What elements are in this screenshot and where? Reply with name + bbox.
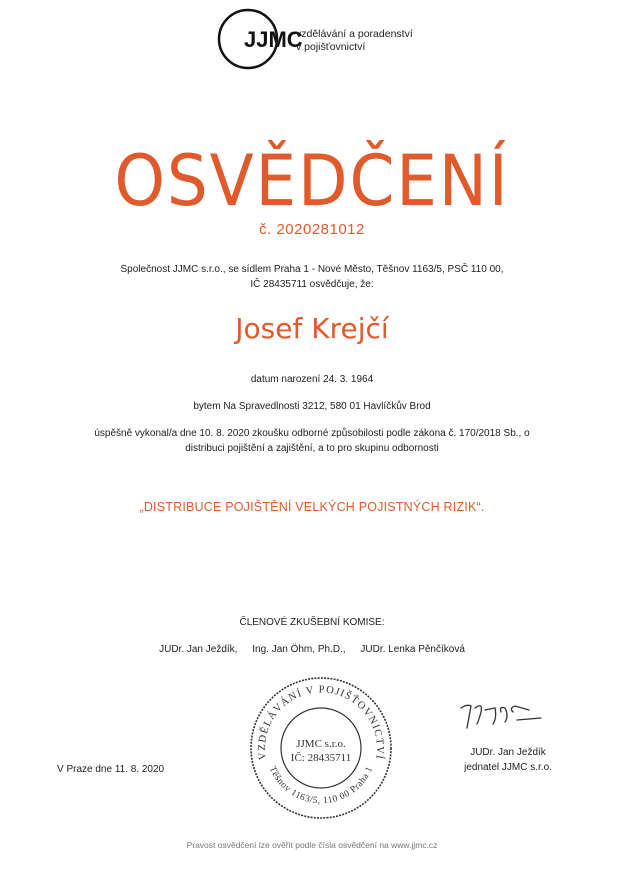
company-statement [0, 262, 624, 292]
verification-footer: Pravost osvědčení lze ověřit podle čísla osvědčení na www.jjmc.cz [186, 840, 438, 850]
official-stamp [248, 675, 394, 821]
stamp-ico: IČ: 28435711 [290, 752, 352, 764]
certificate-number: č. 2020281012 [259, 221, 365, 238]
exam-result-line2: distribuci pojištění a zajištění, a to pro skupinu odbornosti [185, 443, 439, 454]
logo-tagline-line1: vzdělávání a poradenství [296, 28, 413, 40]
commission-member: JUDr. Jan Ježdík, [159, 644, 238, 655]
stamp-company: JJMC s.r.o. [296, 738, 346, 750]
exam-result-line1: úspěšně vykonal/a dne 10. 8. 2020 zkoušku odborné způsobilosti podle zákona č. 170/2018 Sb., o [94, 428, 530, 439]
company-statement-line2: IČ 28435711 osvědčuje, že: [250, 279, 374, 290]
logo-tagline [296, 28, 413, 54]
handwritten-signature [455, 698, 545, 734]
commission-title: ČLENOVÉ ZKUŠEBNÍ KOMISE: [239, 617, 385, 628]
signer-name: JUDr. Jan Ježdík [470, 747, 546, 758]
certificate-title: OSVĚDČENÍ [114, 140, 510, 222]
exam-result [0, 426, 624, 456]
logo-tagline-line2: v pojišťovnictví [296, 41, 366, 53]
qualification-program: „DISTRIBUCE POJIŠTĚNÍ VELKÝCH POJISTNÝCH RIZIK“. [139, 500, 485, 514]
company-statement-line1: Společnost JJMC s.r.o., se sídlem Praha 1 - Nové Město, Těšnov 1163/5, PSČ 110 00, [120, 264, 504, 275]
stamp-ring-top: VZDĚLÁVÁNÍ V POJIŠŤOVNICTVÍ [256, 684, 386, 761]
logo-brand: JJMC [244, 27, 303, 52]
place-and-date: V Praze dne 11. 8. 2020 [57, 764, 165, 775]
company-logo [217, 8, 417, 70]
signer-block [456, 745, 560, 775]
date-of-birth: datum narození 24. 3. 1964 [250, 374, 374, 385]
commission-members [0, 642, 624, 657]
svg-text:Těšnov 1163/5, 110 00 Praha 1 [267, 765, 375, 806]
commission-member: Ing. Jan Öhm, Ph.D., [252, 644, 346, 655]
holder-name: Josef Krejčí [235, 312, 389, 345]
stamp-ring-bottom: Těšnov 1163/5, 110 00 Praha 1 [266, 765, 376, 807]
commission-member: JUDr. Lenka Pěnčíková [360, 644, 465, 655]
signer-role: jednatel JJMC s.r.o. [464, 762, 552, 773]
holder-address: bytem Na Spravedlnosti 3212, 580 01 Havlíčkův Brod [193, 401, 431, 412]
